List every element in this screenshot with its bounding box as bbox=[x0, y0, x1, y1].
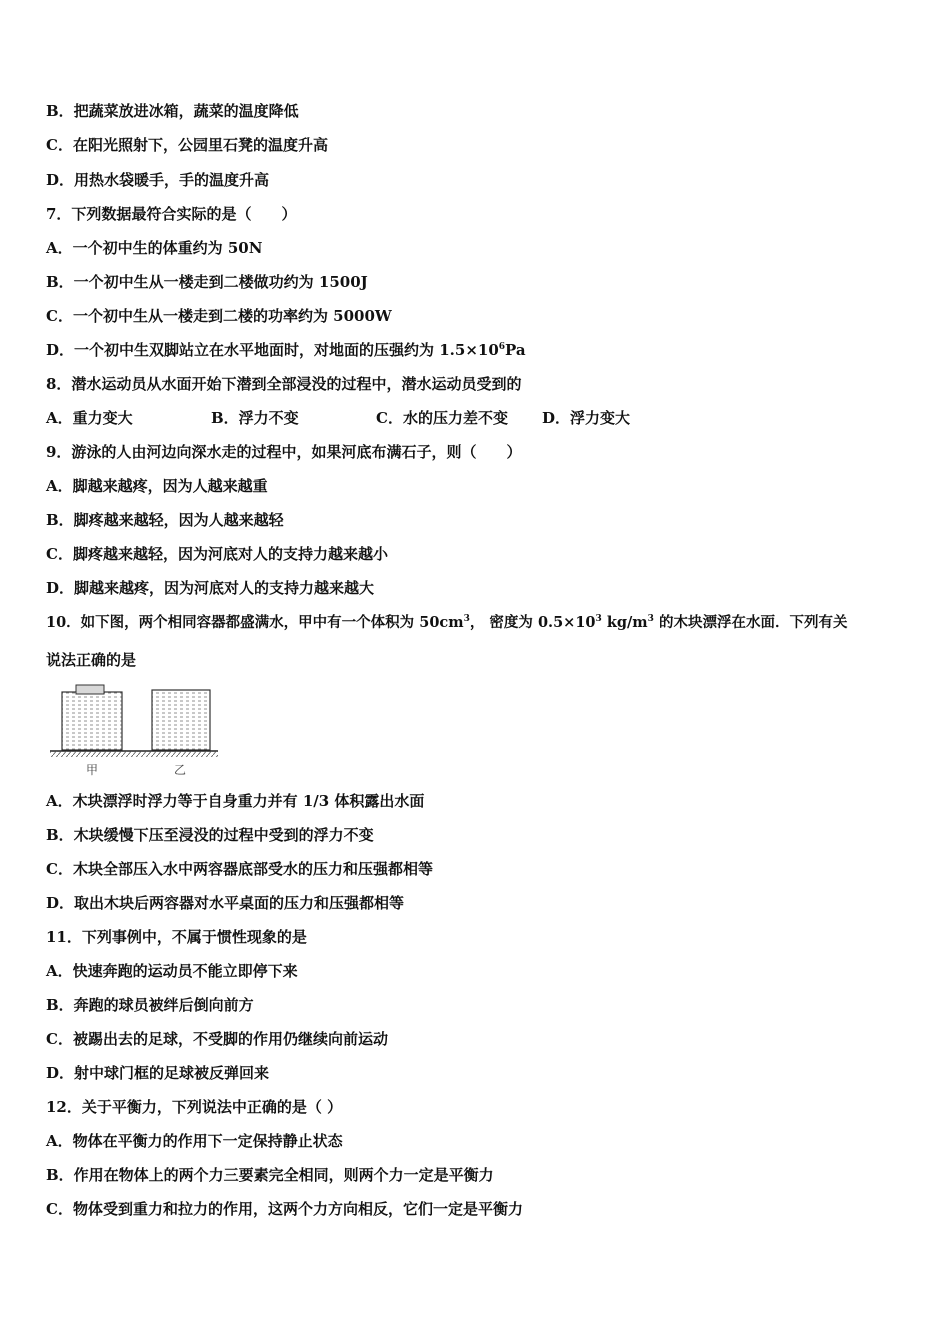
q10-option-a: A．木块漂浮时浮力等于自身重力并有 1/3 体积露出水面 bbox=[46, 792, 425, 810]
q7-option-d-text: D．一个初中生双脚站立在水平地面时，对地面的压强约为 1.5×10 bbox=[46, 341, 499, 359]
q7-stem: 7．下列数据最符合实际的是（ ） bbox=[46, 205, 297, 223]
containers-diagram bbox=[48, 683, 220, 779]
q8-option-c: C．水的压力差不变 bbox=[376, 409, 508, 427]
table-hatch bbox=[50, 751, 218, 757]
q12-option-c: C．物体受到重力和拉力的作用，这两个力方向相反，它们一定是平衡力 bbox=[46, 1200, 523, 1218]
q7-option-c: C．一个初中生从一楼走到二楼的功率约为 5000W bbox=[46, 307, 392, 325]
q10-sup1: 3 bbox=[463, 614, 470, 624]
q9-option-a: A．脚越来越疼，因为人越来越重 bbox=[46, 477, 268, 495]
q7-option-a: A．一个初中生的体重约为 50N bbox=[46, 239, 263, 257]
q11-option-a: A．快速奔跑的运动员不能立即停下来 bbox=[46, 962, 298, 980]
container-jia bbox=[62, 685, 122, 750]
label-jia: 甲 bbox=[86, 763, 99, 777]
q10-sup3: 3 bbox=[647, 614, 654, 624]
q10-sup2: 3 bbox=[595, 614, 602, 624]
q7-option-d-unit: Pa bbox=[505, 341, 526, 359]
q7-option-b: B．一个初中生从一楼走到二楼做功约为 1500J bbox=[46, 273, 368, 291]
q9-option-d: D．脚越来越疼，因为河底对人的支持力越来越大 bbox=[46, 579, 375, 597]
q10-option-b: B．木块缓慢下压至浸没的过程中受到的浮力不变 bbox=[46, 826, 374, 844]
q12-option-a: A．物体在平衡力的作用下一定保持静止状态 bbox=[46, 1132, 343, 1150]
q12-stem: 12．关于平衡力，下列说法中正确的是（ ） bbox=[46, 1098, 343, 1116]
q9-option-c: C．脚疼越来越轻，因为河底对人的支持力越来越小 bbox=[46, 545, 388, 563]
q11-option-c: C．被踢出去的足球，不受脚的作用仍继续向前运动 bbox=[46, 1030, 388, 1048]
q6-option-b: B．把蔬菜放进冰箱，蔬菜的温度降低 bbox=[46, 102, 299, 120]
q8-options bbox=[46, 408, 630, 428]
q8-option-d: D．浮力变大 bbox=[542, 409, 631, 427]
q10-containers-figure bbox=[48, 683, 220, 779]
q12-option-b: B．作用在物体上的两个力三要素完全相同，则两个力一定是平衡力 bbox=[46, 1166, 494, 1184]
q6-option-c: C．在阳光照射下，公园里石凳的温度升高 bbox=[46, 136, 328, 154]
q11-option-d: D．射中球门框的足球被反弹回来 bbox=[46, 1064, 270, 1082]
label-yi: 乙 bbox=[174, 763, 187, 777]
q10-stem-part4: 的木块漂浮在水面．下列有关 bbox=[653, 614, 848, 631]
q8-option-a: A．重力变大 bbox=[46, 409, 133, 427]
q10-option-c: C．木块全部压入水中两容器底部受水的压力和压强都相等 bbox=[46, 860, 433, 878]
q6-option-d: D．用热水袋暖手，手的温度升高 bbox=[46, 171, 270, 189]
q11-option-b: B．奔跑的球员被绊后倒向前方 bbox=[46, 996, 254, 1014]
q10-option-d: D．取出木块后两容器对水平桌面的压力和压强都相等 bbox=[46, 894, 405, 912]
q10-stem-part3: kg/m bbox=[601, 614, 648, 631]
q10-stem-part1: 10．如下图，两个相同容器都盛满水，甲中有一个体积为 50cm bbox=[46, 614, 464, 631]
q7-option-d bbox=[46, 340, 526, 360]
q10-stem-part2: ， 密度为 0.5×10 bbox=[469, 614, 596, 631]
q8-stem: 8．潜水运动员从水面开始下潜到全部浸没的过程中，潜水运动员受到的 bbox=[46, 375, 522, 393]
q7-option-d-exponent: 6 bbox=[498, 342, 506, 352]
q10-stem-continued: 说法正确的是 bbox=[46, 651, 137, 669]
q11-stem: 11．下列事例中，不属于惯性现象的是 bbox=[46, 928, 307, 946]
q8-option-b: B．浮力不变 bbox=[211, 409, 299, 427]
container-yi bbox=[152, 690, 210, 750]
q9-stem: 9．游泳的人由河边向深水走的过程中，如果河底布满石子，则（ ） bbox=[46, 443, 522, 461]
wood-block bbox=[76, 685, 104, 694]
q9-option-b: B．脚疼越来越轻，因为人越来越轻 bbox=[46, 511, 284, 529]
q10-stem bbox=[46, 613, 847, 633]
